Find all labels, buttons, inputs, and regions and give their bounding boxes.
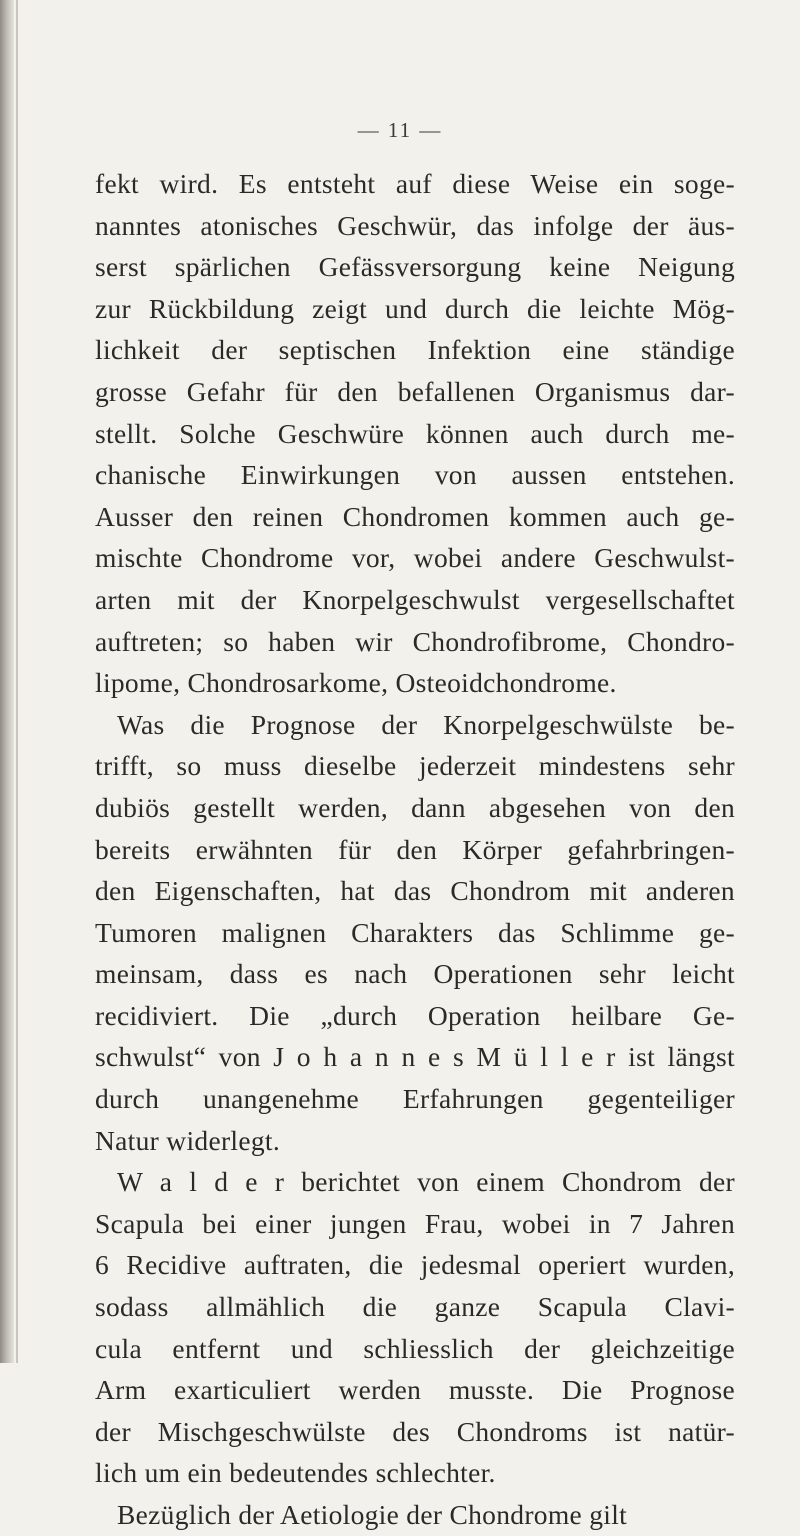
text-line: mischte Chondrome vor, wobei andere Geschwulst- — [95, 542, 735, 574]
text-line: der Mischgeschwülste des Chondroms ist natür- — [95, 1415, 735, 1447]
text-line: bereits erwähnten für den Körper gefahrbringen- — [95, 833, 735, 865]
text-line: cula entfernt und schliesslich der gleichzeitige — [95, 1332, 735, 1364]
text-line: durch unangenehme Erfahrungen gegenteiliger — [95, 1083, 735, 1115]
text-line: lichkeit der septischen Infektion eine ständige — [95, 334, 735, 366]
text-line: serst spärlichen Gefässversorgung keine Neigung — [95, 251, 735, 283]
text-line: trifft, so muss dieselbe jederzeit mindestens sehr — [95, 750, 735, 782]
text-line: sodass allmählich die ganze Scapula Clavi- — [95, 1291, 735, 1323]
text-line: lich um ein bedeutendes schlechter. — [95, 1457, 496, 1489]
binding-edge — [16, 0, 18, 1363]
body-text — [95, 163, 735, 1536]
text-line: meinsam, dass es nach Operationen sehr leicht — [95, 958, 735, 990]
text-line: W a l d e r berichtet von einem Chondrom der — [117, 1166, 735, 1198]
text-line: grosse Gefahr für den befallenen Organismus dar- — [95, 375, 735, 407]
text-line: stellt. Solche Geschwüre können auch durch me- — [95, 417, 735, 449]
text-line: schwulst“ von J o h a n n e s M ü l l e r ist längst — [95, 1041, 735, 1073]
text-line: fekt wird. Es entsteht auf diese Weise ein soge- — [95, 168, 735, 199]
text-line: lipome, Chondrosarkome, Osteoidchondrome. — [95, 667, 617, 699]
text-line: auftreten; so haben wir Chondrofibrome, Chondro- — [95, 625, 735, 657]
text-line: Tumoren malignen Charakters das Schlimme ge- — [95, 916, 735, 948]
text-line: zur Rückbildung zeigt und durch die leichte Mög- — [95, 292, 735, 324]
text-line: den Eigenschaften, hat das Chondrom mit anderen — [95, 875, 735, 907]
text-line: Was die Prognose der Knorpelgeschwülste be- — [117, 708, 735, 740]
page-number-header: — 11 — — [357, 118, 443, 142]
text-line: Bezüglich der Aetiologie der Chondrome gilt — [117, 1499, 628, 1530]
text-line: Scapula bei einer jungen Frau, wobei in 7 Jahren — [95, 1207, 735, 1239]
text-line: chanische Einwirkungen von aussen entstehen. — [95, 459, 735, 491]
binding-shadow — [0, 0, 14, 1363]
text-line: Natur widerlegt. — [95, 1124, 281, 1156]
text-line: recidiviert. Die „durch Operation heilbare Ge- — [95, 999, 735, 1031]
text-line: arten mit der Knorpelgeschwulst vergesellschaftet — [95, 583, 735, 615]
text-line: Arm exarticuliert werden musste. Die Prognose — [95, 1374, 735, 1406]
text-line: 6 Recidive auftraten, die jedesmal operiert wurden, — [95, 1249, 735, 1281]
text-line: dubiös gestellt werden, dann abgesehen von den — [95, 791, 735, 823]
text-line: nanntes atonisches Geschwür, das infolge der äus- — [95, 209, 735, 241]
text-line: Ausser den reinen Chondromen kommen auch ge- — [95, 500, 735, 532]
